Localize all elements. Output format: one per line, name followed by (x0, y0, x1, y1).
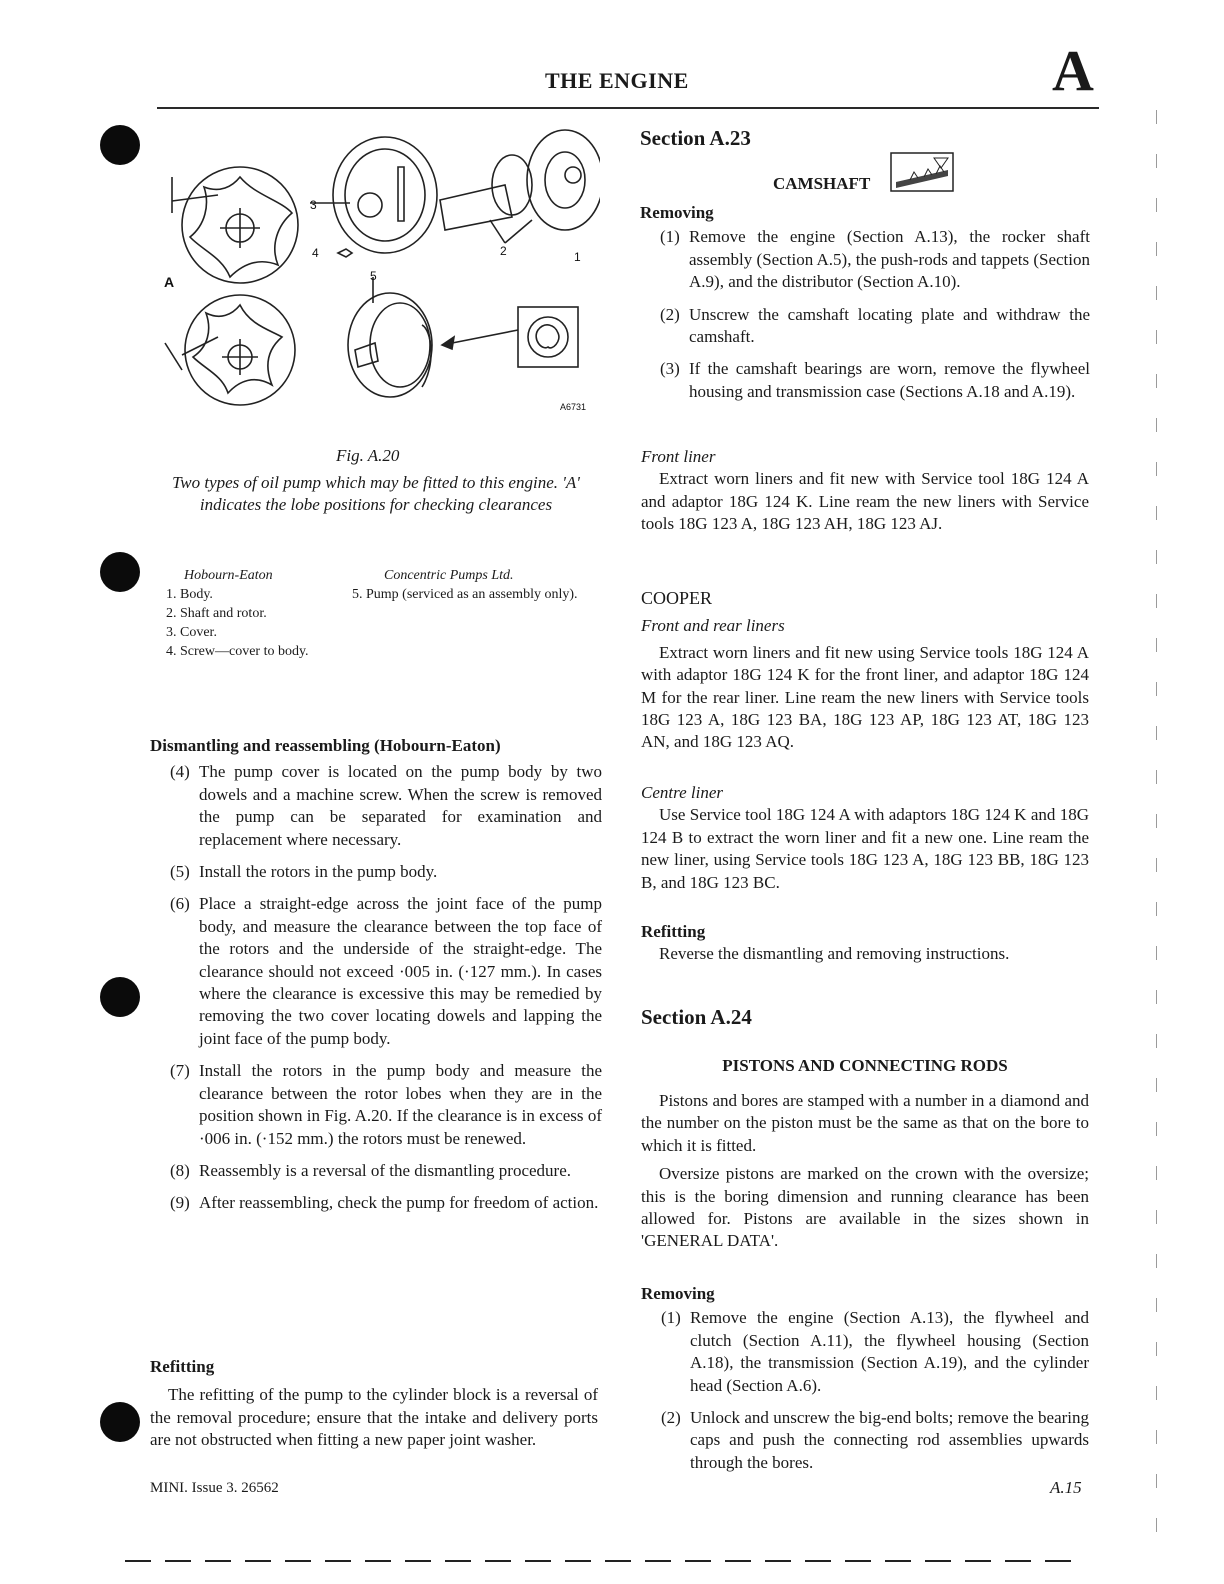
page-number: A.15 (1050, 1478, 1082, 1497)
punch-hole (100, 552, 140, 592)
section-a24-title: Section A.24 (641, 1005, 752, 1029)
figure-label: Fig. A.20 (336, 446, 400, 465)
front-liner-text: Extract worn liners and fit new with Service tool 18G 124 A and adaptor 18G 124 K. Line ream the new liners with Service tools 18G 123 A, 18G 123 AH, 18G 123 AJ. (641, 469, 1089, 534)
header-title: THE ENGINE (545, 68, 689, 93)
left-column-text (150, 735, 602, 1215)
legend-item: 4. Screw—cover to body. (166, 644, 309, 659)
refitting-text-right: Reverse the dismantling and removing instructions. (659, 944, 1010, 964)
page-edge-marks (1156, 110, 1162, 1580)
pistons-p1: Pistons and bores are stamped with a number in a diamond and the number on the piston must be the same as that on the bore to which it is fitted. (641, 1091, 1089, 1155)
footer-issue: MINI. Issue 3. 26562 (150, 1480, 279, 1496)
oil-pump-illustration (160, 125, 600, 425)
callout-4: 4 (312, 246, 319, 260)
centre-liner-heading: Centre liner (641, 783, 723, 802)
refitting-heading: Refitting (150, 1357, 215, 1376)
legend-title: Concentric Pumps Ltd. (384, 568, 514, 583)
step-item: (3) If the camshaft bearings are worn, remove the flywheel housing and transmission case (Sections A.18 and A.19). (660, 359, 1090, 401)
pistons-paragraphs (641, 1090, 1089, 1253)
front-liner (641, 446, 1089, 536)
centre-liner-text: Use Service tool 18G 124 A with adaptors 18G 124 K and 18G 124 B to extract the worn liner and fit a new one. Line ream the new liner, using Service tools 18G 123 A, 18G 123 BB, 18G 123 B, and 18G 123 BC. (641, 805, 1089, 892)
left-refitting (150, 1356, 598, 1452)
centre-liner (641, 782, 1089, 894)
section-letter: A (1052, 38, 1094, 103)
refitting-heading-right: Refitting (641, 922, 706, 941)
section-a23-title: Section A.23 (640, 126, 751, 150)
step-item: (4) The pump cover is located on the pump body by two dowels and a machine screw. When the screw is removed the pump can be separated for examination and replacement where necessary. (170, 762, 602, 849)
callout-A: A (164, 274, 175, 290)
pistons-removing (641, 1283, 1089, 1474)
step-item: (8) Reassembly is a reversal of the dismantling procedure. (170, 1160, 571, 1180)
removing2-heading: Removing (641, 1284, 715, 1303)
step-item: (1) Remove the engine (Section A.13), the flywheel and clutch (Section A.11), the flywheel housing (Section A.18), the transmission (Section A.19), and the cylinder head (Section A.6). (661, 1308, 1089, 1395)
step-item: (2) Unlock and unscrew the big-end bolts; remove the bearing caps and push the connecting rod assemblies upwards through the bores. (661, 1408, 1089, 1472)
callout-3: 3 (310, 198, 317, 212)
removing-heading: Removing (640, 203, 714, 222)
step-item: (1) Remove the engine (Section A.13), the rocker shaft assembly (Section A.5), the push-rods and tappets (Section A.9), and the distributor (Section A.10). (660, 227, 1090, 292)
callout-5: 5 (370, 269, 377, 283)
cooper-heading: COOPER (641, 588, 713, 608)
step-item: (5) Install the rotors in the pump body. (170, 862, 438, 882)
punch-hole (100, 977, 140, 1017)
front-rear-text: Extract worn liners and fit new using Service tools 18G 124 A with adaptor 18G 124 K for the front liner, and adaptor 18G 124 M for the rear liner. Line ream the new liners with Service tools 18G 123 A, 18G 123 BA, 18G 123 AP, 18G 123 AT, 18G 123 AN, and 18G 123 AQ. (641, 642, 1089, 752)
front-rear-heading: Front and rear liners (641, 616, 785, 636)
cooper-block (641, 587, 1089, 754)
legend-item: 1. Body. (166, 587, 213, 602)
punch-hole (100, 1402, 140, 1442)
figure-code: A6731 (560, 402, 587, 412)
pistons-p2: Oversize pistons are marked on the crown with the oversize; this is the boring dimension and running clearance has been allowed for. Pistons are available in the sizes shown in 'GENERAL DATA'. (641, 1164, 1089, 1251)
camshaft-symbol-icon (890, 152, 954, 192)
header-rule (157, 107, 1099, 109)
legend-item: 3. Cover. (166, 625, 217, 640)
camshaft-heading: CAMSHAFT (773, 174, 871, 193)
callout-1: 1 (574, 250, 581, 264)
callout-2: 2 (500, 244, 507, 258)
legend-item: 2. Shaft and rotor. (166, 606, 267, 621)
refitting-text: The refitting of the pump to the cylinder block is a reversal of the removal procedure; ensure that the intake and delivery ports are not obstructed when fitting a new paper joint washer. (150, 1385, 598, 1450)
figure-legend-hobourn (166, 566, 356, 661)
step-item: (2) Unscrew the camshaft locating plate and withdraw the camshaft. (660, 304, 1090, 347)
camshaft-removing (640, 202, 1090, 403)
step-item: (9) After reassembling, check the pump for freedom of action. (170, 1193, 599, 1213)
legend-item: 5. Pump (serviced as an assembly only). (352, 587, 578, 602)
pistons-heading: PISTONS AND CONNECTING RODS (722, 1056, 1008, 1075)
refitting-right (641, 921, 1089, 966)
step-item: (6) Place a straight-edge across the joint face of the pump body, and measure the clearance between the top face of the rotors and the underside of the straight-edge. The clearance should not exceed ·005 in. (·127 mm.). In cases where the clearance is excessive this may be remedied by removing the two cover locating dowels and lapping the joint face of the pump body. (170, 894, 602, 1048)
figure-caption: Two types of oil pump which may be fitted to this engine. 'A' indicates the lobe positions for checking clearances (172, 473, 580, 514)
legend-title: Hobourn-Eaton (184, 568, 273, 583)
figure-legend-concentric (352, 566, 592, 604)
step-item: (7) Install the rotors in the pump body and measure the clearance between the rotor lobes when they are in the position shown in Fig. A.20. If the clearance is in excess of ·006 in. (·152 mm.) the rotors must be renewed. (170, 1061, 602, 1148)
front-liner-heading: Front liner (641, 447, 716, 466)
punch-hole (100, 125, 140, 165)
bottom-dash-line (125, 1560, 1125, 1564)
dismantling-heading: Dismantling and reassembling (Hobourn-Eaton) (150, 736, 501, 755)
